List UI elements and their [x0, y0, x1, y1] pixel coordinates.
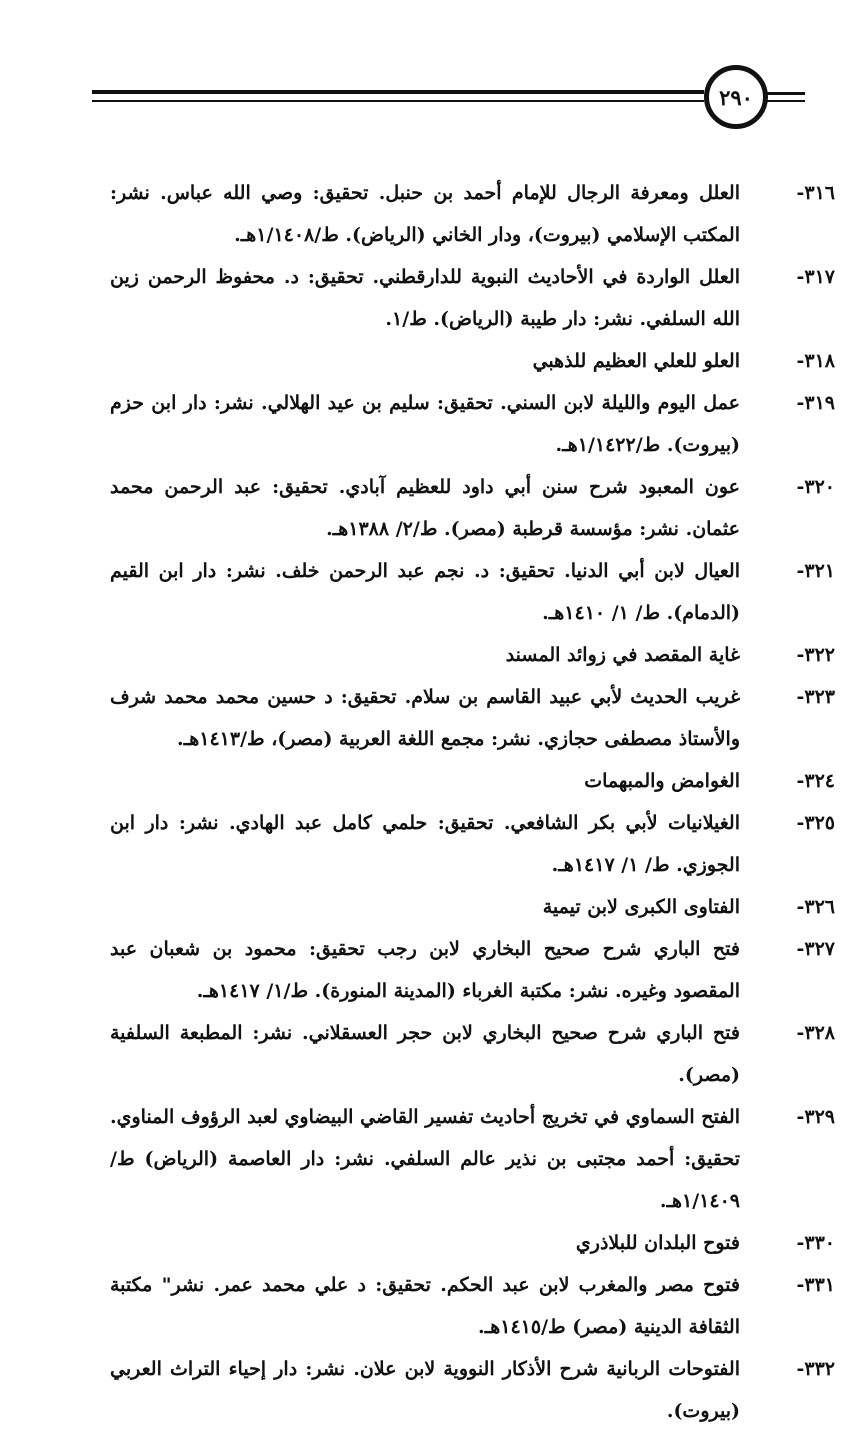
entry-text: غاية المقصد في زوائد المسند — [505, 644, 740, 666]
bibliography-entry — [110, 886, 835, 928]
entry-text: فتح الباري شرح صحيح البخاري لابن رجب تحقيق: محمود بن شعبان عبد المقصود وغيره. نشر: مكتبة الغرباء (المدينة المنورة). ط/١/ ١٤١٧هـ. — [110, 938, 740, 1002]
entry-text: فتوح مصر والمغرب لابن عبد الحكم. تحقيق: د علي محمد عمر. نشر" مكتبة الثقافة الدينية (مصر) ط/١٤١٥هـ. — [110, 1274, 740, 1338]
bibliography-entry — [110, 928, 835, 1012]
entry-number: ٣٢٦- — [796, 896, 835, 918]
entry-text: العيال لابن أبي الدنيا. تحقيق: د. نجم عبد الرحمن خلف. نشر: دار ابن القيم (الدمام). ط/ ١/ ١٤١٠هـ. — [110, 560, 740, 624]
entry-number: ٣١٨- — [796, 350, 835, 372]
bibliography-list — [110, 172, 835, 1432]
bibliography-entry — [110, 1012, 835, 1096]
entry-number: ٣٢٠- — [796, 476, 835, 498]
entry-number: ٣٢٤- — [796, 770, 835, 792]
header-rule-right-thin — [765, 100, 805, 102]
entry-text: الغيلانيات لأبي بكر الشافعي. تحقيق: حلمي كامل عبد الهادي. نشر: دار ابن الجوزي. ط/ ١/ ١٤١٧هـ. — [110, 812, 740, 876]
entry-text: فتوح البلدان للبلاذري — [575, 1232, 740, 1254]
entry-text: العلل الواردة في الأحاديث النبوية للدارقطني. تحقيق: د. محفوظ الرحمن زين الله السلفي. نشر: دار طيبة (الرياض). ط/١. — [110, 266, 740, 330]
bibliography-entry — [110, 1264, 835, 1348]
entry-number: ٣١٩- — [796, 392, 835, 414]
entry-number: ٣١٦- — [796, 182, 835, 204]
bibliography-entry — [110, 1096, 835, 1222]
entry-text: العلو للعلي العظيم للذهبي — [532, 350, 740, 372]
entry-text: الفتح السماوي في تخريج أحاديث تفسير القاضي البيضاوي لعبد الرؤوف المناوي. تحقيق: أحمد مجتبى بن نذير عالم السلفي. نشر: دار العاصمة (الرياض) ط/١/١٤٠٩هـ. — [110, 1106, 740, 1212]
entry-text: الغوامض والمبهمات — [584, 770, 740, 792]
bibliography-entry — [110, 172, 835, 256]
entry-text: عمل اليوم والليلة لابن السني. تحقيق: سليم بن عيد الهلالي. نشر: دار ابن حزم (بيروت). ط/١/١٤٢٢هـ. — [110, 392, 740, 456]
bibliography-entry — [110, 256, 835, 340]
bibliography-entry — [110, 550, 835, 634]
bibliography-entry — [110, 1348, 835, 1432]
entry-text: العلل ومعرفة الرجال للإمام أحمد بن حنبل. تحقيق: وصي الله عباس. نشر: المكتب الإسلامي (بيروت)، ودار الخاني (الرياض). ط/١/١٤٠٨هـ. — [110, 182, 740, 246]
entry-text: فتح الباري شرح صحيح البخاري لابن حجر العسقلاني. نشر: المطبعة السلفية (مصر). — [110, 1022, 740, 1086]
entry-number: ٣٣١- — [796, 1274, 835, 1296]
entry-number: ٣٢٨- — [796, 1022, 835, 1044]
entry-number: ٣٢٥- — [796, 812, 835, 834]
header-rule-thick — [92, 90, 704, 94]
header-rule-thin — [92, 100, 704, 102]
entry-number: ٣١٧- — [796, 266, 835, 288]
page-number: ٢٩٠ — [704, 65, 768, 129]
entry-number: ٣٢١- — [796, 560, 835, 582]
bibliography-entry — [110, 634, 835, 676]
entry-text: غريب الحديث لأبي عبيد القاسم بن سلام. تحقيق: د حسين محمد محمد شرف والأستاذ مصطفى حجازي. نشر: مجمع اللغة العربية (مصر)، ط/١٤١٣هـ. — [110, 686, 740, 750]
bibliography-entry — [110, 1222, 835, 1264]
bibliography-entry — [110, 802, 835, 886]
entry-text: الفتوحات الربانية شرح الأذكار النووية لابن علان. نشر: دار إحياء التراث العربي (بيروت). — [110, 1358, 740, 1422]
entry-number: ٣٢٢- — [796, 644, 835, 666]
header-rule-right-thick — [765, 92, 805, 95]
bibliography-entry — [110, 466, 835, 550]
bibliography-entry — [110, 340, 835, 382]
bibliography-entry — [110, 760, 835, 802]
entry-number: ٣٢٩- — [796, 1106, 835, 1128]
entry-number: ٣٢٣- — [796, 686, 835, 708]
entry-number: ٣٢٧- — [796, 938, 835, 960]
bibliography-entry — [110, 676, 835, 760]
entry-number: ٣٣٠- — [796, 1232, 835, 1254]
entry-text: عون المعبود شرح سنن أبي داود للعظيم آبادي. تحقيق: عبد الرحمن محمد عثمان. نشر: مؤسسة قرطبة (مصر). ط/٢/ ١٣٨٨هـ. — [110, 476, 740, 540]
entry-text: الفتاوى الكبرى لابن تيمية — [542, 896, 740, 918]
entry-number: ٣٣٢- — [796, 1358, 835, 1380]
bibliography-entry — [110, 382, 835, 466]
